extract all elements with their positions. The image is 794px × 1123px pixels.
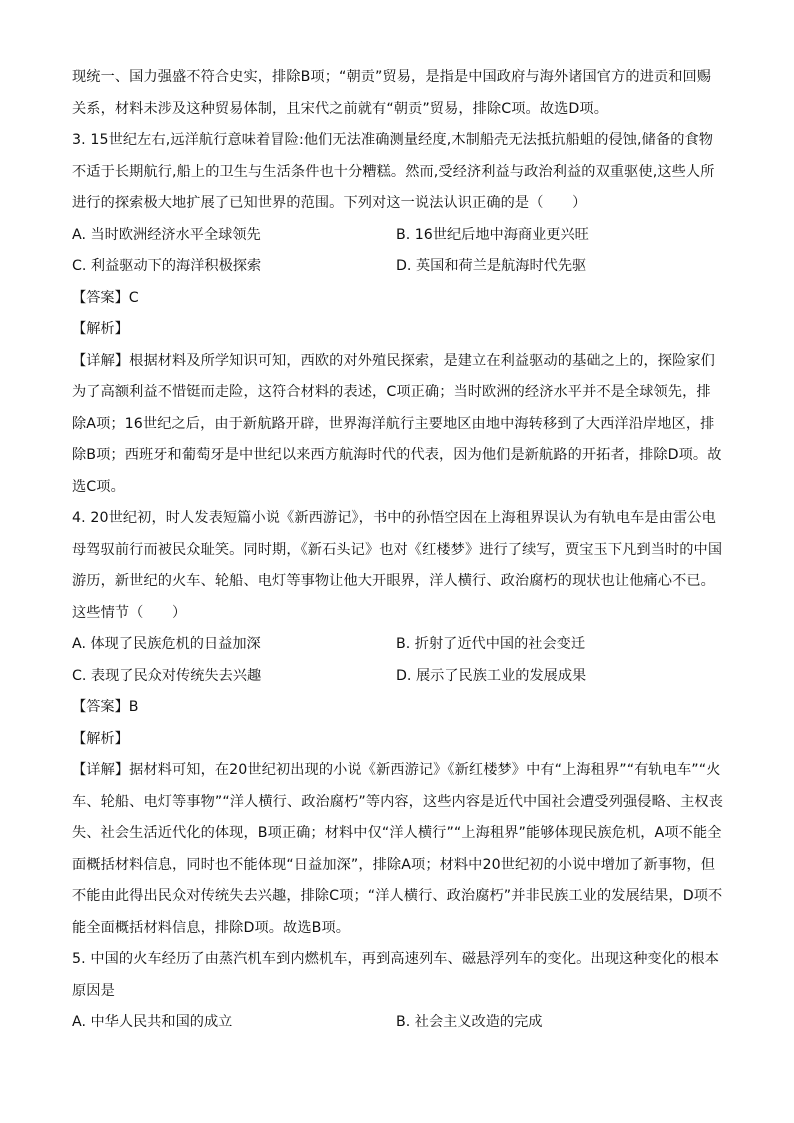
question-4-options xyxy=(72,629,724,692)
document-page xyxy=(72,62,724,1039)
q3-answer: 【答案】C xyxy=(72,289,139,306)
q4-option-c: C. 表现了民众对传统失去兴趣 xyxy=(72,667,262,684)
q4-option-d: D. 展示了民族工业的发展成果 xyxy=(396,667,587,684)
q4-analysis-label: 【解析】 xyxy=(72,730,129,747)
question-3-options xyxy=(72,220,724,283)
q3-detail: 【详解】根据材料及所学知识可知，西欧的对外殖民探索，是建立在利益驱动的基础之上的，探险家们为了高额利益不惜铤而走险，这符合材料的表述，C项正确；当时欧洲的经济水平并不是全球领先，排除A项；16世纪之后，由于新航路开辟，世界海洋航行主要地区由地中海转移到了大西洋沿岸地区，排除B项；西班牙和葡萄牙是中世纪以来西方航海时代的代表，因为他们是新航路的开拓者，排除D项。故选C项。 xyxy=(72,352,722,495)
q3-option-c: C. 利益驱动下的海洋积极探索 xyxy=(72,258,262,274)
question-4-stem: 4. 20世纪初，时人发表短篇小说《新西游记》，书中的孙悟空因在上海租界误认为有轨电车是由雷公电母驾驭前行而被民众耻笑。同时期，《新石头记》也对《红楼梦》进行了续写，贾宝玉下凡到当时的中国游历，新世纪的火车、轮船、电灯等事物让他大开眼界，洋人横行、政治腐朽的现状也让他痛心不已。这些情节（ ） xyxy=(72,510,723,621)
q3-option-b: B. 16世纪后地中海商业更兴旺 xyxy=(396,226,589,243)
q4-answer: 【答案】B xyxy=(72,699,139,715)
q3-analysis-label: 【解析】 xyxy=(72,321,129,337)
q4-option-b: B. 折射了近代中国的社会变迁 xyxy=(396,636,586,652)
question-5-stem: 5. 中国的火车经历了由蒸汽机车到内燃机车，再到高速列车、磁悬浮列车的变化。出现这种变化的根本原因是 xyxy=(72,951,719,999)
q3-option-a: A. 当时欧洲经济水平全球领先 xyxy=(72,226,261,243)
question-3-stem: 3. 15世纪左右,远洋航行意味着冒险:他们无法准确测量经度,木制船壳无法抵抗船蛆的侵蚀,储备的食物不适于长期航行,船上的卫生与生活条件也十分糟糕。然而,受经济利益与政治利益的双重驱使,这些人所进行的探索极大地扩展了已知世界的范围。下列对这一说法认识正确的是（ ） xyxy=(72,132,715,211)
q5-option-b: B. 社会主义改造的完成 xyxy=(396,1014,543,1030)
q4-option-a: A. 体现了民族危机的日益加深 xyxy=(72,636,261,652)
q3-option-d: D. 英国和荷兰是航海时代先驱 xyxy=(396,258,587,274)
previous-answer-tail: 现统一、国力强盛不符合史实，排除B项；“朝贡”贸易，是指是中国政府与海外诸国官方的进贡和回赐关系，材料未涉及这种贸易体制，且宋代之前就有“朝贡”贸易，排除C项。故选D项。 xyxy=(72,69,712,117)
question-5-options xyxy=(72,1007,724,1039)
q4-detail: 【详解】据材料可知，在20世纪初出现的小说《新西游记》《新红楼梦》中有“上海租界”“有轨电车”“火车、轮船、电灯等事物”“洋人横行、政治腐朽”等内容，这些内容是近代中国社会遭受列强侵略、主权丧失、社会生活近代化的体现，B项正确；材料中仅“洋人横行”“上海租界”能够体现民族危机，A项不能全面概括材料信息，同时也不能体现“日益加深”，排除A项；材料中20世纪初的小说中增加了新事物，但不能由此得出民众对传统失去兴趣，排除C项；“洋人横行、政治腐朽”并非民族工业的发展结果，D项不能全面概括材料信息，排除D项。故选B项。 xyxy=(72,762,724,936)
q5-option-a: A. 中华人民共和国的成立 xyxy=(72,1014,233,1030)
